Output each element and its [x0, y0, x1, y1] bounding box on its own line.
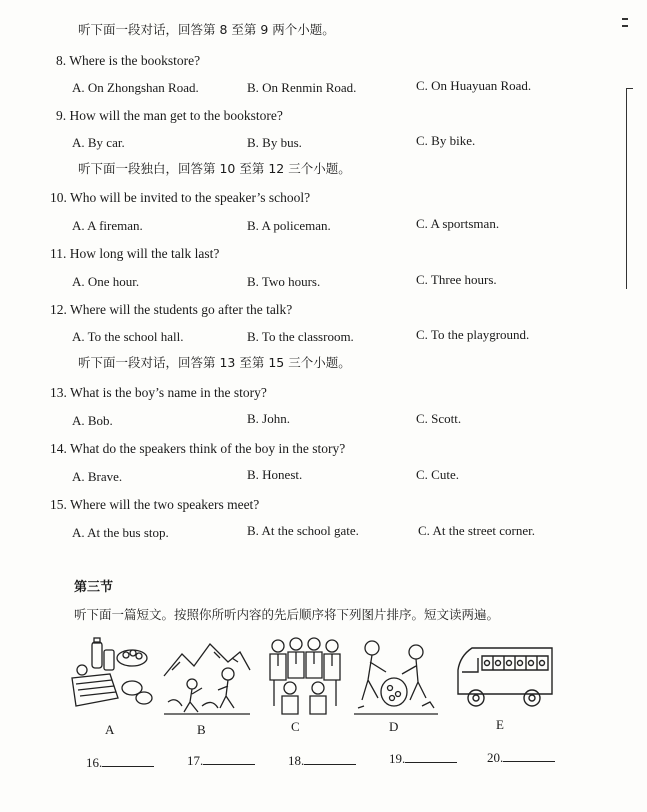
section-3-instruction: 听下面一篇短文。按照你所听内容的先后顺序将下列图片排序。短文读两遍。 — [74, 607, 500, 622]
q11-option-c: C. Three hours. — [416, 272, 497, 287]
answer-blank-19[interactable] — [389, 750, 457, 767]
q13-option-b: B. John. — [247, 411, 290, 426]
q10-option-b: B. A policeman. — [247, 218, 331, 233]
picture-label-e: E — [496, 717, 504, 732]
answer-blank-16[interactable] — [86, 754, 154, 771]
picture-b-hiking-illustration — [162, 636, 252, 716]
q11-option-a: A. One hour. — [72, 274, 140, 289]
answer-number-18: 18. — [288, 753, 305, 768]
answer-line-18[interactable] — [304, 752, 356, 765]
answer-blank-17[interactable] — [187, 752, 255, 769]
q14-option-c: C. Cute. — [416, 467, 459, 482]
picture-label-a: A — [105, 722, 115, 737]
picture-label-d: D — [389, 719, 399, 734]
picture-d-cleanup-illustration — [352, 636, 440, 718]
answer-number-17: 17. — [187, 753, 204, 768]
q14-option-a: A. Brave. — [72, 469, 123, 484]
intro-monologue-10-12: 听下面一段独白，回答第 10 至第 12 三个小题。 — [78, 161, 351, 176]
q12-option-c: C. To the playground. — [416, 327, 530, 342]
question-10: 10. Who will be invited to the speaker’s school? — [50, 190, 311, 205]
edge-bracket — [626, 88, 633, 289]
answer-number-16: 16. — [86, 755, 103, 770]
q10-option-c: C. A sportsman. — [416, 216, 500, 231]
edge-mark-top — [622, 18, 628, 20]
picture-e-bus-illustration — [452, 642, 556, 712]
q11-option-b: B. Two hours. — [247, 274, 321, 289]
q10-option-a: A. A fireman. — [72, 218, 143, 233]
answer-line-19[interactable] — [405, 750, 457, 763]
q15-option-a: A. At the bus stop. — [72, 525, 169, 540]
q13-option-a: A. Bob. — [72, 413, 113, 428]
q9-option-c: C. By bike. — [416, 133, 476, 148]
q9-option-b: B. By bus. — [247, 135, 302, 150]
intro-dialogue-8-9: 听下面一段对话，回答第 8 至第 9 两个小题。 — [78, 22, 335, 37]
q13-option-c: C. Scott. — [416, 411, 462, 426]
q15-option-b: B. At the school gate. — [247, 523, 359, 538]
question-14: 14. What do the speakers think of the boy in the story? — [50, 441, 346, 456]
q8-option-b: B. On Renmin Road. — [247, 80, 357, 95]
section-3-title: 第三节 — [74, 580, 114, 595]
q14-option-b: B. Honest. — [247, 467, 303, 482]
answer-blank-18[interactable] — [288, 752, 356, 769]
question-15: 15. Where will the two speakers meet? — [50, 497, 260, 512]
picture-label-c: C — [291, 719, 300, 734]
q8-option-a: A. On Zhongshan Road. — [72, 80, 199, 95]
question-9: 9. How will the man get to the bookstore? — [56, 108, 283, 123]
answer-line-17[interactable] — [203, 752, 255, 765]
answer-line-20[interactable] — [503, 749, 555, 762]
intro-dialogue-13-15: 听下面一段对话，回答第 13 至第 15 三个小题。 — [78, 355, 351, 370]
answer-number-19: 19. — [389, 751, 406, 766]
answer-line-16[interactable] — [102, 754, 154, 767]
q9-option-a: A. By car. — [72, 135, 125, 150]
question-8: 8. Where is the bookstore? — [56, 53, 201, 68]
q8-option-c: C. On Huayuan Road. — [416, 78, 532, 93]
question-12: 12. Where will the students go after the talk? — [50, 302, 293, 317]
q15-option-c: C. At the street corner. — [418, 523, 535, 538]
answer-blank-20[interactable] — [487, 749, 555, 766]
question-11: 11. How long will the talk last? — [50, 246, 220, 261]
q12-option-a: A. To the school hall. — [72, 329, 184, 344]
picture-c-scouts-illustration — [264, 636, 346, 720]
q12-option-b: B. To the classroom. — [247, 329, 354, 344]
answer-number-20: 20. — [487, 750, 504, 765]
picture-label-b: B — [197, 722, 206, 737]
edge-mark-top-2 — [622, 25, 628, 27]
picture-a-food-illustration — [70, 636, 156, 716]
question-13: 13. What is the boy’s name in the story? — [50, 385, 267, 400]
